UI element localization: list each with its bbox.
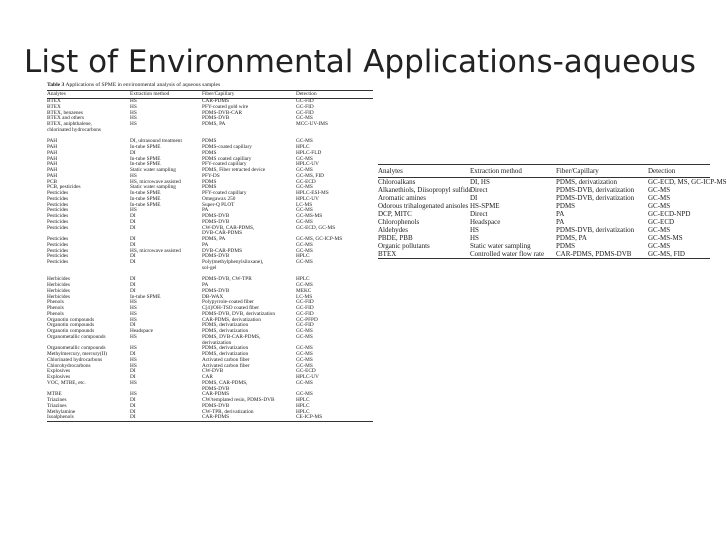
table-cell: HS [130, 98, 137, 104]
table-cell: Herbicides [47, 287, 70, 294]
table-cell: Methylamine [47, 408, 76, 415]
table-row [378, 234, 710, 242]
table-cell: CAR-PDMS [202, 98, 230, 104]
table-cell: In-tube SPME [130, 161, 161, 168]
table-cell: GC-FID [296, 103, 314, 110]
table-cell: Pesticides [47, 224, 69, 231]
table-cell: GC-MS, GC-ICP-MS [296, 236, 343, 242]
table-row [378, 218, 710, 226]
table-cell: GC-MS [296, 241, 313, 248]
table-cell: CAR-PDMS, PDMS-DVB [556, 250, 632, 258]
table-cell: HPLC [296, 276, 310, 283]
column-header: Analytes [378, 167, 403, 175]
table-cell: Poly(methylphenylsiloxane), [202, 259, 264, 265]
table-cell: GC-MS [296, 362, 313, 369]
table-cell: Organotin compounds [47, 316, 95, 323]
table-cell: PFY-DS [202, 172, 220, 179]
table-cell: HS [130, 362, 137, 369]
table-cell: DI [130, 287, 136, 294]
table-cell: PFY-coated capillary [202, 161, 247, 168]
table-cell: DVB-CAR-PDMS [202, 247, 243, 254]
table-cell: DI [130, 374, 136, 380]
table-cell: HS-SPME [470, 202, 500, 210]
table-cell: GC-FID [296, 299, 314, 306]
table-cell: Omegawax 250 [202, 195, 236, 202]
table-cell: LC-MS [296, 293, 313, 300]
table-cell: PA [202, 207, 209, 214]
table-cell: Direct [470, 186, 488, 194]
table-cell: GC-MS [648, 226, 671, 234]
table-cell: PAH [47, 167, 58, 173]
scanned-table-aqueous-continued [378, 164, 727, 259]
table-cell: PCB, pesticides [47, 184, 81, 191]
table-cell: DI [130, 149, 136, 156]
table-cell: Phenols [47, 310, 64, 317]
table-cell: BTEX [47, 98, 61, 104]
table-cell: CE-ICP-MS [296, 414, 323, 421]
table-cell: GC-MS [648, 194, 671, 202]
table-cell: C[4]/OH-TSO coated fiber [202, 305, 260, 311]
table-cell: GC-MS [296, 167, 313, 173]
table-cell: Triazines [47, 397, 67, 403]
table-row [378, 186, 710, 194]
column-header: Extraction method [470, 167, 522, 175]
table-cell: HS [470, 234, 479, 242]
table-row [378, 202, 710, 210]
table-cell: PDMS, Fiber retracted device [202, 167, 266, 173]
table-cell: Organotin compounds [47, 322, 95, 329]
table-cell: GC-MS [648, 186, 671, 194]
table-cell: PDMS, derivatization [202, 328, 249, 334]
table-cell: BTEX, benzenes [47, 109, 83, 116]
table-row [378, 242, 710, 250]
table-cell: PAH [47, 138, 58, 145]
table-cell: Pesticides [47, 195, 69, 202]
table-cell: PDMS coated capillary [202, 155, 252, 162]
table-cell: HPLC-FLD [296, 149, 322, 156]
table-cell: HS, microwave assisted [130, 247, 181, 254]
table-cell: CW-TPR, derivatization [202, 408, 254, 415]
table-cell: GC-MS, FID [648, 250, 685, 258]
table-cell: DCP, MITC [378, 210, 412, 218]
table-cell: HPLC [296, 397, 310, 403]
table-cell: PDMS, derivatization [556, 178, 618, 186]
table-cell: GC-ECD, MS, GC-ICP-MS [648, 178, 727, 186]
table-cell: PDMS-DVB, derivatization [556, 186, 635, 194]
table-cell: PCB [47, 178, 58, 185]
table-cell: HS [130, 333, 137, 340]
table-cell: GC-ECD [648, 218, 675, 226]
table-cell: PAH [47, 155, 58, 162]
table-cell: PDMS [556, 242, 576, 250]
table-cell: Explosives [47, 368, 71, 375]
table-cell: GC-FID [296, 310, 314, 317]
table-cell: GC-MS [296, 333, 313, 340]
table-cell: PDMS-DVB [202, 213, 230, 219]
table-cell: PDMS-DVB [202, 218, 230, 225]
table-cell: Headspace [470, 218, 501, 226]
table-cell: Phenols [47, 299, 64, 306]
table-cell: PFY-coated gold wire [202, 103, 249, 110]
table-cell: CAR-PDMS [202, 414, 230, 421]
table-cell: PDMS, CAR-PDMS, [202, 379, 248, 386]
table-row [378, 226, 710, 234]
table-cell: Alkanethiols, Diisopropyl sulfide [378, 186, 472, 194]
table-cell: Pesticides [47, 201, 69, 208]
table-cell: HS [130, 172, 137, 179]
table-cell: In-tube SPME [130, 293, 161, 300]
table-cell: DI [130, 351, 136, 357]
table-cell: CW-DVB, CAR-PDMS, [202, 224, 255, 231]
table-cell: PDMS, PA [556, 234, 587, 242]
table-cell: Explosives [47, 374, 71, 380]
table-cell: GC-ECD-NPD [648, 210, 691, 218]
table-cell: GC-ECD, GC-MS [296, 224, 336, 231]
table-cell: DI [470, 194, 478, 202]
table-cell: Organometallic compounds [47, 333, 106, 340]
table-cell: Chlorophenols [378, 218, 420, 226]
table-cell: GC-ECD [296, 178, 316, 185]
table-cell: PDMS [202, 178, 217, 185]
table-cell: CAR-PDMS, derivatization [202, 316, 261, 323]
slide-title: List of Environmental Applications-aqueous [24, 44, 696, 80]
table-caption-label: Table 3 [47, 82, 65, 88]
table-cell: PDMS [202, 138, 217, 145]
table-cell: PAH [47, 149, 58, 156]
table-cell: PA [556, 218, 565, 226]
table-cell: Controlled water flow rate [470, 250, 545, 258]
table-cell: VOC, MTBE, etc. [47, 379, 86, 386]
table-cell: PDMS-DVB [202, 385, 230, 392]
table-cell: PDMS-DVB, derivatization [556, 194, 635, 202]
table-cell: LC-MS [296, 201, 313, 208]
column-header: Fiber/Capillary [556, 167, 599, 175]
column-header: Fiber/Capillary [202, 91, 235, 97]
table-cell: GC-FID [296, 305, 314, 311]
table-cell: GC-MS-MS [296, 213, 323, 219]
table-cell: DI [130, 368, 136, 375]
table-cell: Pesticides [47, 213, 69, 219]
table-cell: PAH [47, 161, 58, 168]
table-cell: PDMS, DVB-CAR-PDMS, [202, 333, 261, 340]
table-cell: GC-MS [296, 379, 313, 386]
table-row [378, 250, 710, 258]
table-cell: GC-MS [296, 115, 313, 122]
table-cell: HPLC-UV [296, 195, 319, 202]
table-cell: Pesticides [47, 241, 69, 248]
table-cell: GC-MS [648, 242, 671, 250]
table-cell: Pesticides [47, 207, 69, 214]
table-cell: CW/templated resin, PDMS-DVB [202, 397, 275, 403]
table-cell: HS [130, 356, 137, 363]
table-cell: Phenols [47, 305, 64, 311]
table-cell: GC-MS-MS [648, 234, 683, 242]
table-cell: Pesticides [47, 190, 69, 196]
table-cell: PAH [47, 144, 58, 150]
table-cell: Pesticides [47, 218, 69, 225]
table-cell: PA [556, 210, 565, 218]
table-cell: PDMS [202, 184, 217, 191]
table-cell: HPLC [296, 144, 310, 150]
table-cell: PDMS-DVB [202, 253, 230, 260]
table-cell: PA [202, 282, 209, 288]
table-cell: GC-MS [296, 259, 313, 265]
table-cell: GC-MS [296, 345, 313, 352]
table-cell: sol-gel [202, 264, 217, 271]
table-cell: Organic pollutants [378, 242, 430, 250]
table-cell: HS [130, 316, 137, 323]
table-cell: Triazines [47, 402, 67, 409]
scanned-table-aqueous [47, 82, 373, 422]
table-cell: HS, microwave assisted [130, 178, 181, 185]
table-body [47, 99, 373, 421]
table-row [47, 415, 373, 421]
table-cell: HS [130, 207, 137, 214]
table-cell: MCC-UV-IMS [296, 121, 328, 127]
table-cell: DI [130, 282, 136, 288]
table-cell: HS [130, 305, 137, 311]
table-cell: MEKC [296, 287, 312, 294]
table-cell: HS [130, 109, 137, 116]
table-cell: In-tube SPME [130, 195, 161, 202]
table-cell: Herbicides [47, 282, 70, 288]
table-cell: PDMS [556, 202, 576, 210]
table-cell: DI [130, 236, 136, 242]
table-cell: HS [130, 115, 137, 122]
table-cell: GC-FID [296, 322, 314, 329]
table-cell: PDMS, derivatization [202, 322, 249, 329]
table-cell: HS [130, 299, 137, 306]
table-rule-bottom [378, 258, 710, 259]
table-cell: PDMS, derivatization [202, 345, 249, 352]
table-cell: DI [130, 414, 136, 421]
table-cell: Polypyrrole-coated fiber [202, 299, 254, 306]
table-cell: DI [130, 241, 136, 248]
table-cell: Aromatic amines [378, 194, 427, 202]
table-cell: DI [130, 218, 136, 225]
table-cell: DI [130, 402, 136, 409]
table-cell: BTEX [378, 250, 397, 258]
table-cell: DI [130, 253, 136, 260]
table-cell: In-tube SPME [130, 190, 161, 196]
table-cell: PDMS-DVB-CAR [202, 109, 243, 116]
table-cell: PDMS, derivatization [202, 351, 249, 357]
table-cell: GC-MS, FID [296, 172, 324, 179]
table-cell: HPLC [296, 253, 310, 260]
table-cell: Herbicides [47, 293, 70, 300]
table-cell: GC-MS [296, 155, 313, 162]
table-cell: DI, HS [470, 178, 490, 186]
table-cell: GC-MS [296, 138, 313, 145]
table-cell: HS [130, 310, 137, 317]
table-caption-text: Applications of SPME in environmental analysis of aqueous samples [65, 82, 221, 88]
table-cell: Chlorohydrocarbons [47, 362, 91, 369]
table-cell: Static water sampling [470, 242, 531, 250]
table-cell: DVB-CAR-PDMS [202, 230, 243, 237]
table-cell: PDMS, PA [202, 121, 226, 127]
table-cell: GC-MS [296, 328, 313, 334]
table-cell: PDMS-DVB [202, 115, 230, 122]
table-cell: Chloroalkans [378, 178, 416, 186]
table-cell: PDMS-DVB, derivatization [556, 226, 635, 234]
table-cell: PDMS-DVB, DVB, derivatization [202, 310, 275, 317]
table-cell: DI [130, 397, 136, 403]
table-cell: Organometallic compounds [47, 345, 106, 352]
table-cell: Direct [470, 210, 488, 218]
table-cell: GC-MS [296, 247, 313, 254]
table-cell: HPLC-UV [296, 374, 319, 380]
table-cell: MTBE [47, 391, 62, 398]
table-cell: In-tube SPME [130, 201, 161, 208]
column-header: Detection [648, 167, 676, 175]
table-cell: GC-MS [296, 351, 313, 357]
table-cell: PDMS-DVB [202, 287, 230, 294]
table-cell: HS [130, 379, 137, 386]
table-cell: PBDE, PBB [378, 234, 413, 242]
table-cell: HPLC-ESI-MS [296, 190, 329, 196]
table-cell: Pesticides [47, 259, 69, 265]
table-cell: DI, ultrasound treatment [130, 138, 182, 145]
table-cell: Pesticides [47, 236, 69, 242]
table-cell: Pesticides [47, 247, 69, 254]
table-cell: Methylmercury, mercury(II) [47, 351, 107, 357]
table-cell: Organotin compounds [47, 328, 95, 334]
table-cell: CAR-PDMS [202, 391, 230, 398]
table-cell: PFY-coated capillary [202, 190, 247, 196]
table-cell: CAR [202, 374, 213, 380]
table-row [378, 210, 710, 218]
table-cell: GC-FID [296, 98, 314, 104]
table-cell: GC-PFPD [296, 316, 318, 323]
table-cell: GC-FID [296, 109, 314, 116]
table-cell: GC-MS [648, 202, 671, 210]
table-rule-bottom [47, 421, 373, 422]
table-cell: DB-WAX [202, 293, 224, 300]
table-cell: derivatization [202, 339, 232, 346]
table-cell: Chlorinated hydrocarbons [47, 356, 103, 363]
table-header-row [378, 165, 710, 177]
table-cell: Herbicides [47, 276, 70, 283]
table-cell: PDMS-DVB, CW-TPR [202, 276, 252, 283]
table-cell: PDMS [202, 149, 217, 156]
table-cell: HPLC-UV [296, 161, 319, 168]
table-cell: HPLC [296, 408, 310, 415]
table-cell: PA [202, 241, 209, 248]
table-cell: GC-MS [296, 356, 313, 363]
table-caption [47, 82, 373, 90]
column-header: Analytes [47, 91, 66, 97]
table-cell: Static water sampling [130, 167, 176, 173]
table-cell: Static water sampling [130, 184, 176, 191]
table-row [378, 194, 710, 202]
table-cell: In-tube SPME [130, 155, 161, 162]
table-cell: CW-DVB [202, 368, 224, 375]
table-cell: GC-MS [296, 184, 313, 191]
table-cell: PDMS-coated capillary [202, 144, 252, 150]
column-header: Extraction method [130, 91, 170, 97]
table-cell: HS [130, 391, 137, 398]
table-body [378, 178, 727, 258]
table-cell: HS [130, 121, 137, 127]
table-cell: PDMS-DVB [202, 402, 230, 409]
table-cell: Isoalphenols [47, 414, 74, 421]
table-cell: Headspace [130, 328, 153, 334]
table-cell: Super-Q PLOT [202, 201, 235, 208]
table-cell: BTEX and others [47, 115, 85, 122]
table-cell: HS [130, 103, 137, 110]
table-cell: DI [130, 224, 136, 231]
table-cell: PDMS, PA [202, 236, 226, 242]
table-cell: HPLC [296, 402, 310, 409]
table-cell: Pesticides [47, 253, 69, 260]
table-cell: Odorous trihalogenated anisoles [378, 202, 469, 210]
table-cell: DI [130, 213, 136, 219]
table-cell: GC-MS [296, 391, 313, 398]
table-cell: DI [130, 259, 136, 265]
column-header: Detection [296, 91, 317, 97]
table-cell: BTEX [47, 103, 61, 110]
table-cell: Activated carbon fiber [202, 356, 250, 363]
table-cell: PAH [47, 172, 58, 179]
table-cell: HS [130, 345, 137, 352]
table-header-row [47, 91, 373, 98]
table-cell: GC-ECD [296, 368, 316, 375]
table-cell: chlorinated hydrocarbons [47, 126, 101, 133]
table-cell: DI [130, 408, 136, 415]
table-row [378, 178, 727, 186]
table-cell: HS [470, 226, 479, 234]
table-cell: Aldehydes [378, 226, 408, 234]
table-cell: In-tube SPME [130, 144, 161, 150]
table-cell: DI [130, 276, 136, 283]
table-cell: DI [130, 322, 136, 329]
table-cell: GC-MS [296, 218, 313, 225]
table-cell: Activated carbon fiber [202, 362, 250, 369]
table-cell: BTEX, aniphthalene, [47, 121, 92, 127]
table-cell: GC-MS [296, 282, 313, 288]
table-cell: GC-MS [296, 207, 313, 214]
